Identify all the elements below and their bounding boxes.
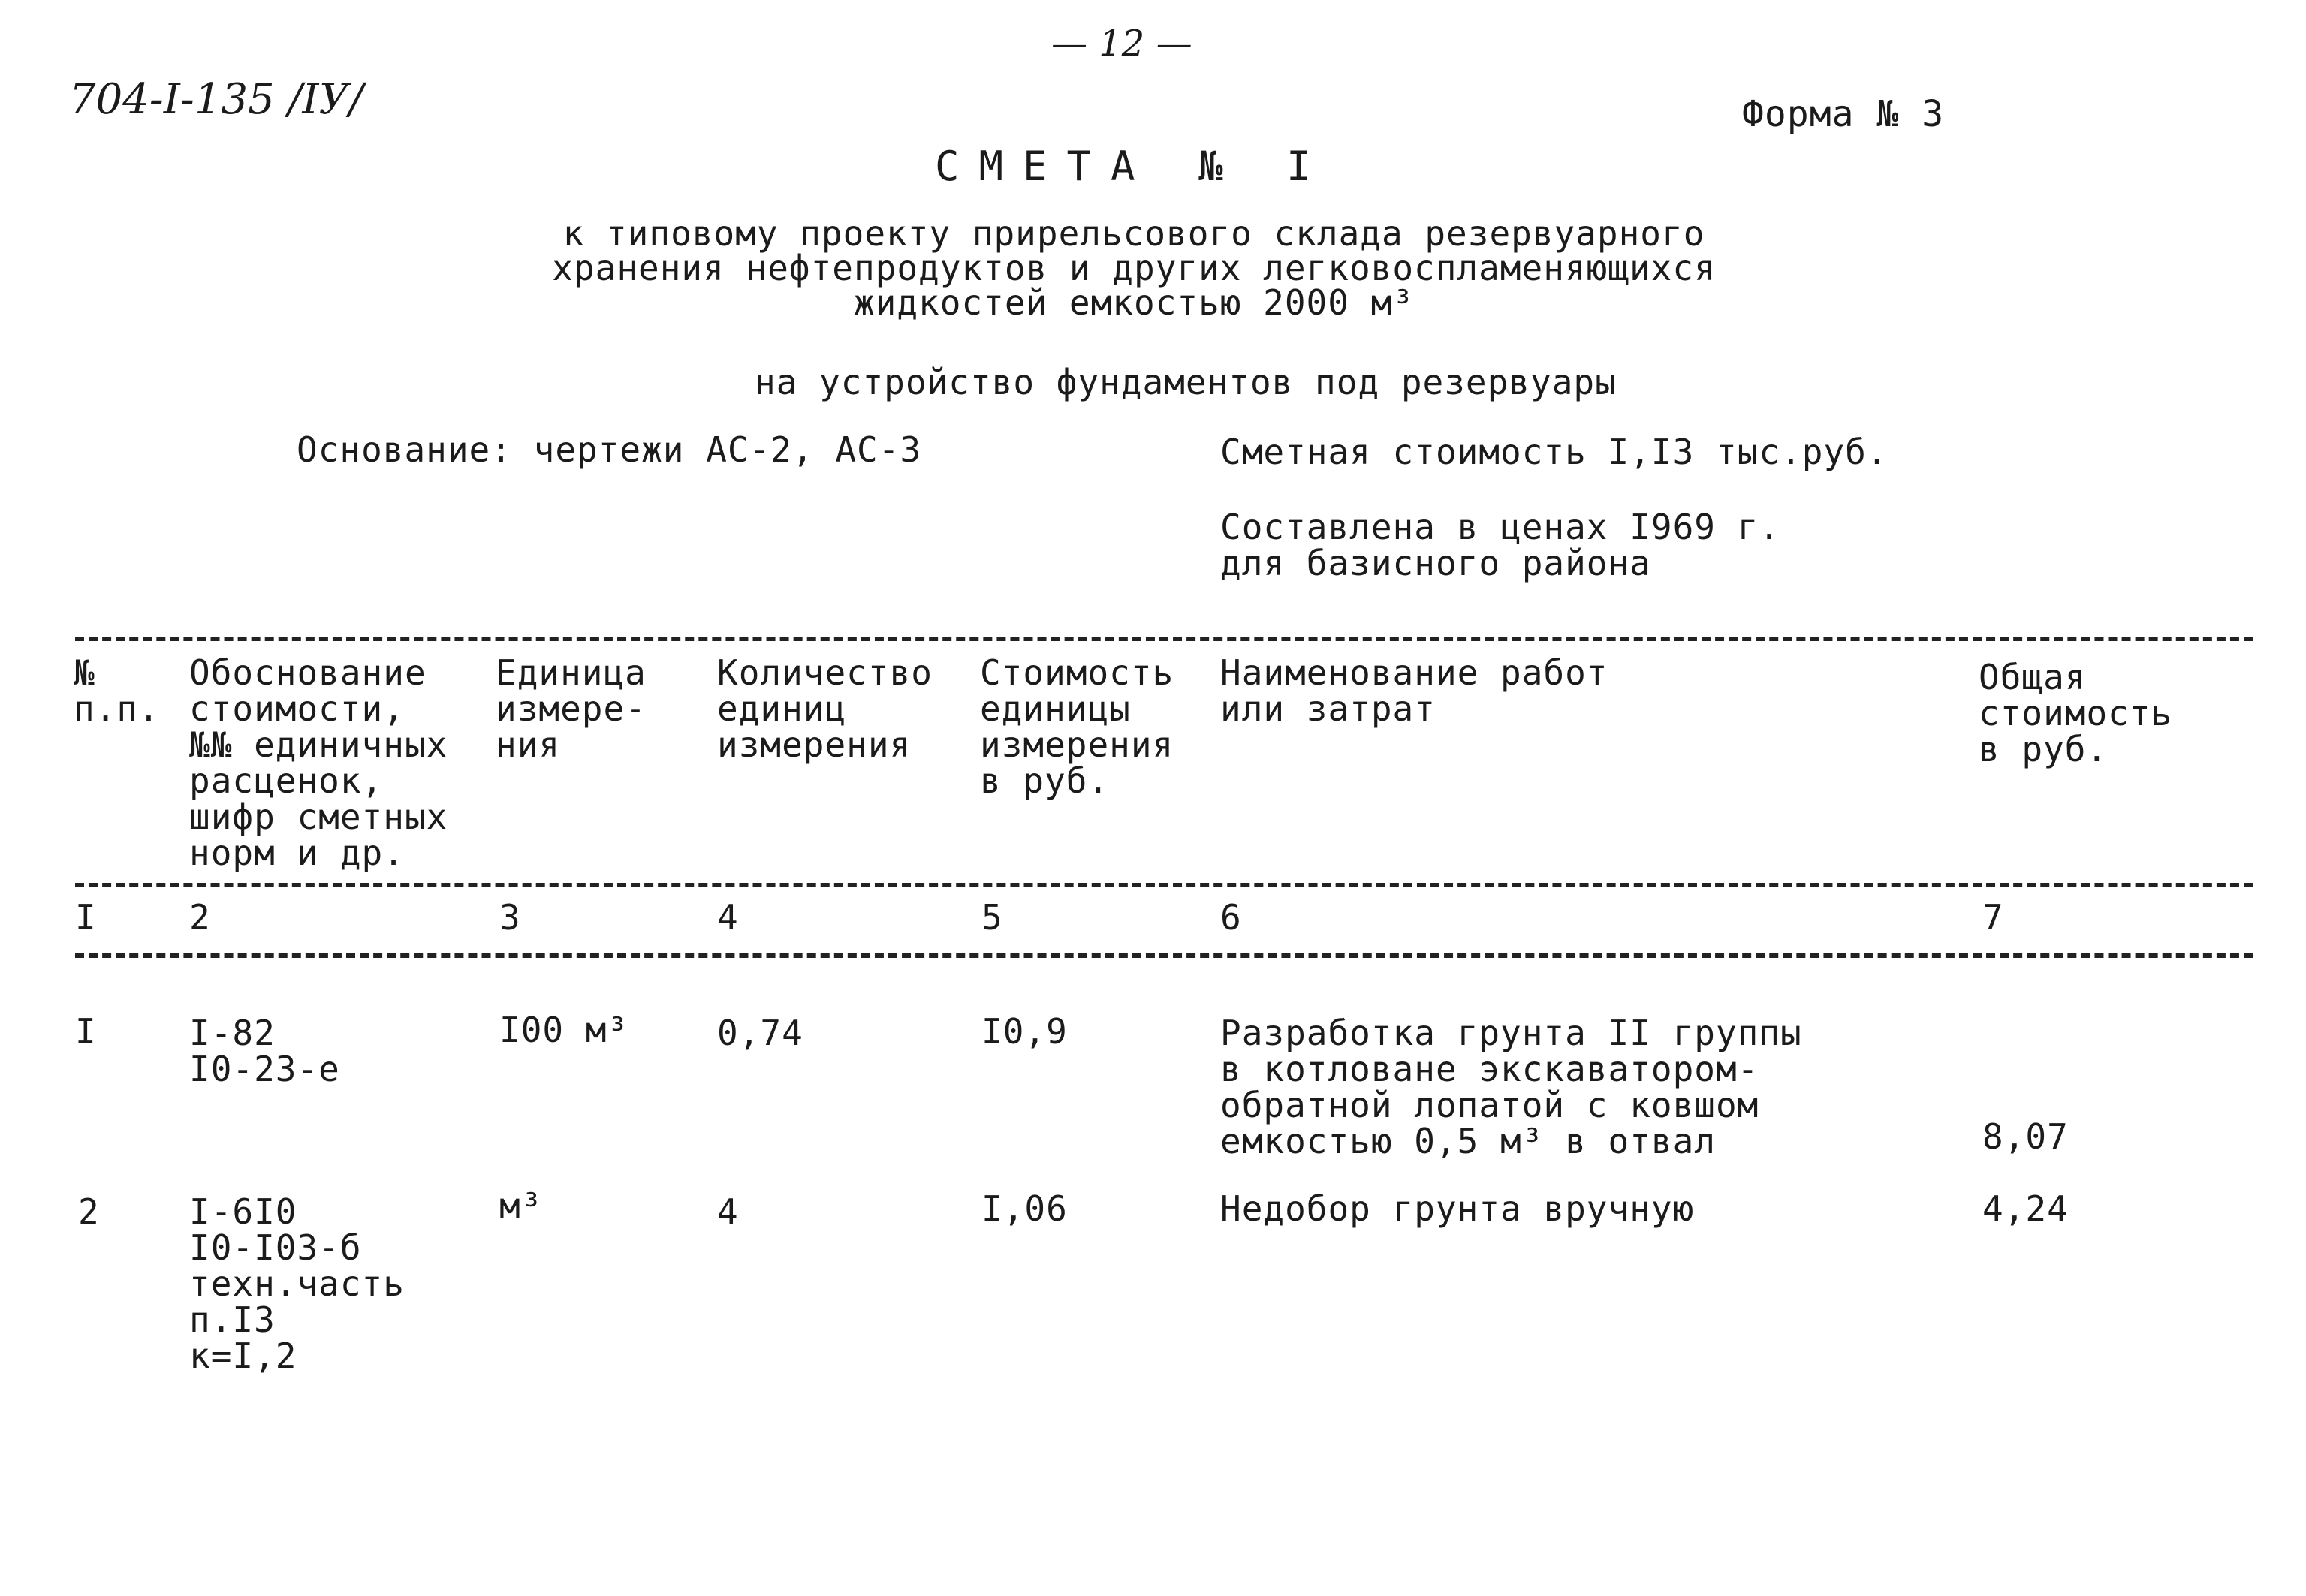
subtitle-line: к типовому проекту прирельсового склада резервуарного — [562, 213, 1705, 254]
col-header-unit: Единица измере- ния — [496, 652, 647, 765]
project-code: 704-I-135 /IУ/ — [69, 75, 363, 124]
subtitle-line: жидкостей емкостью 2000 м³ — [853, 282, 1415, 323]
row-unit-cost: I0,9 — [981, 1011, 1068, 1052]
col-header-unit-cost: Стоимость единицы измерения в руб. — [980, 652, 1174, 801]
col-number: 4 — [717, 897, 739, 938]
row-work-name: Разработка грунта II группы в котловане экскаватором- обратной лопатой с ковшом емкостью 0,5 м³ в отвал — [1220, 1013, 1802, 1161]
col-number: 6 — [1220, 897, 1242, 938]
col-number: 5 — [981, 897, 1003, 938]
estimated-cost: Сметная стоимость I,I3 тыс.руб. — [1220, 432, 1889, 472]
estimate-subtitle — [481, 213, 1787, 323]
estimate-title: СМЕТА № I — [935, 143, 1331, 190]
estimate-basis: Основание: чертежи АС-2, АС-3 — [297, 429, 922, 470]
row-work-name: Недобор грунта вручную — [1220, 1188, 1695, 1229]
col-number: I — [75, 897, 97, 938]
col-number: 7 — [1982, 897, 2004, 938]
col-header-quantity: Количество единиц измерения — [717, 652, 933, 765]
table-top-rule — [75, 637, 2253, 641]
row-unit: I00 м³ — [499, 1010, 629, 1050]
col-header-total: Общая стоимость в руб. — [1979, 657, 2173, 769]
row-num: I — [75, 1011, 97, 1052]
row-num: 2 — [78, 1191, 100, 1232]
row-unit-cost: I,06 — [981, 1188, 1068, 1229]
page-number: — 12 — — [1051, 23, 1192, 65]
table-numbers-rule — [75, 953, 2253, 958]
estimate-purpose: на устройство фундаментов под резервуары — [755, 362, 1617, 402]
subtitle-line: хранения нефтепродуктов и других легковоспламеняющихся — [552, 248, 1716, 288]
col-number: 3 — [499, 897, 521, 938]
row-total: 8,07 — [1982, 1116, 2069, 1157]
form-label: Форма № 3 — [1742, 93, 1945, 135]
row-basis: I-82 I0-23-е — [189, 1013, 340, 1089]
row-total: 4,24 — [1982, 1188, 2069, 1229]
col-header-basis: Обоснование стоимости, №№ единичных расценок, шифр сметных норм и др. — [189, 652, 448, 873]
col-header-work-name: Наименование работ или затрат — [1220, 652, 1608, 729]
col-header-num: № п.п. — [74, 652, 160, 729]
row-unit: м³ — [499, 1185, 543, 1226]
table-header-rule — [75, 883, 2253, 887]
row-quantity: 0,74 — [717, 1013, 803, 1053]
row-basis: I-6I0 I0-I03-б техн.часть п.I3 к=I,2 — [189, 1191, 405, 1376]
col-number: 2 — [189, 897, 211, 938]
row-quantity: 4 — [717, 1191, 739, 1232]
prices-note: Составлена в ценах I969 г. для базисного района — [1220, 507, 1781, 583]
